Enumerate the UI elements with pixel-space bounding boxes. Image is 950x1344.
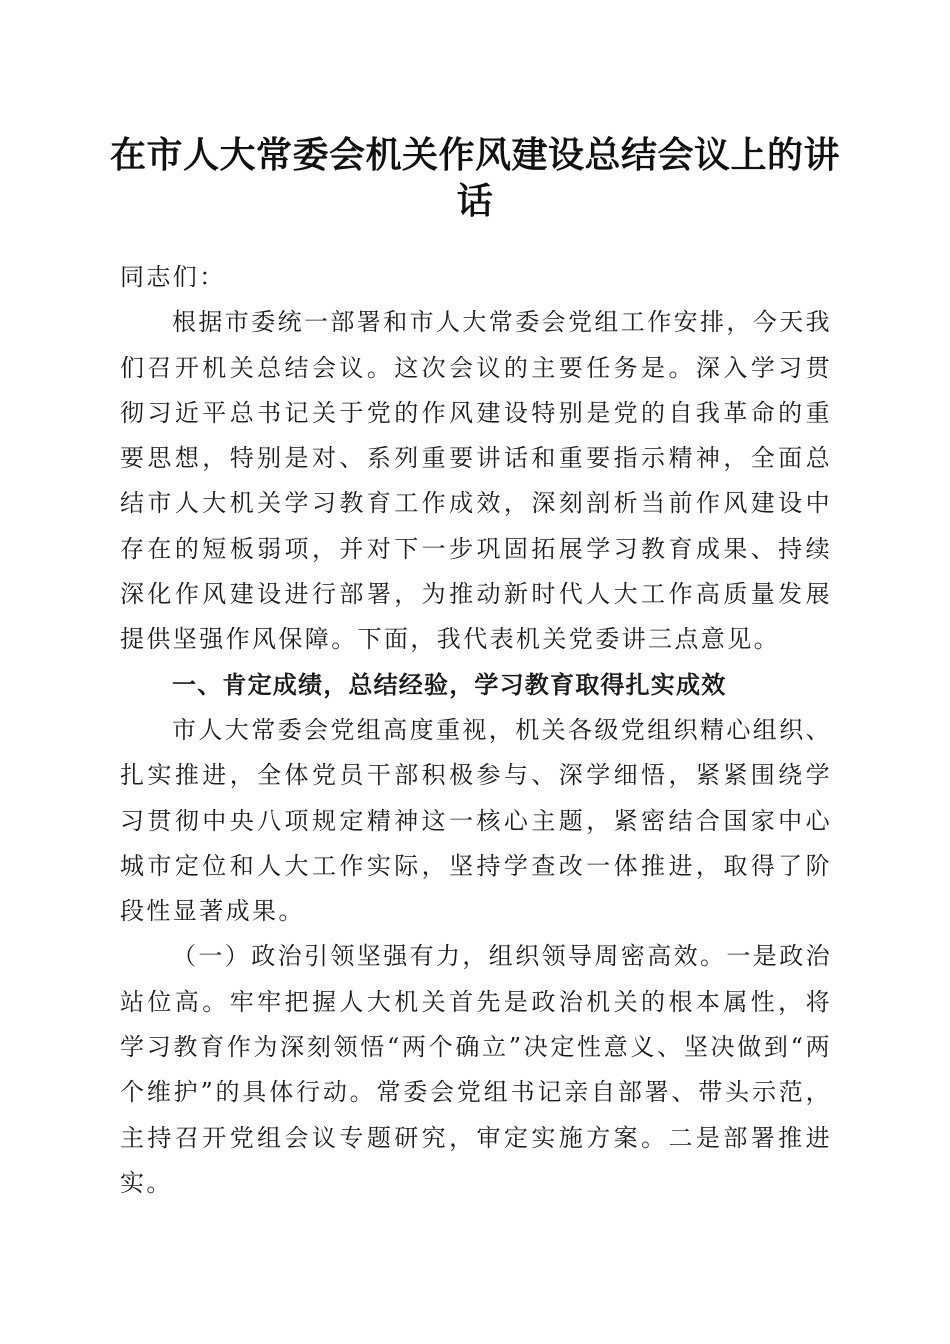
body-paragraph: 市人大常委会党组高度重视，机关各级党组织精心组织、扎实推进，全体党员干部积极参与、深学细悟，紧紧围绕学习贯彻中央八项规定精神这一核心主题，紧密结合国家中心城市定位和人大工作实际，坚持学查改一体推进，取得了阶段性显著成果。: [120, 715, 832, 926]
body-paragraph: （一）政治引领坚强有力，组织领导周密高效。一是政治站位高。牢牢把握人大机关首先是政治机关的根本属性，将学习教育作为深刻领悟“两个确立”决定性意义、坚决做到“两个维护”的具体行动。常委会党组书记亲自部署、带头示范，主持召开党组会议专题研究，审定实施方案。二是部署推进实。: [120, 942, 832, 1197]
intro-paragraph: 根据市委统一部署和市人大常委会党组工作安排，今天我们召开机关总结会议。这次会议的主要任务是。深入学习贯彻习近平总书记关于党的作风建设特别是党的自我革命的重要思想，特别是对、系列重要讲话和重要指示精神，全面总结市人大机关学习教育工作成效，深刻剖析当前作风建设中存在的短板弱项，并对下一步巩固拓展学习教育成果、持续深化作风建设进行部署，为推动新时代人大工作高质量发展提供坚强作风保障。下面，我代表机关党委讲三点意见。: [120, 308, 832, 654]
document-body: [120, 255, 832, 1206]
document-title: 在市人大常委会机关作风建设总结会议上的讲话: [110, 134, 841, 222]
section-heading: 一、肯定成绩，总结经验，学习教育取得扎实成效: [172, 670, 727, 699]
salutation: 同志们：: [120, 263, 226, 291]
